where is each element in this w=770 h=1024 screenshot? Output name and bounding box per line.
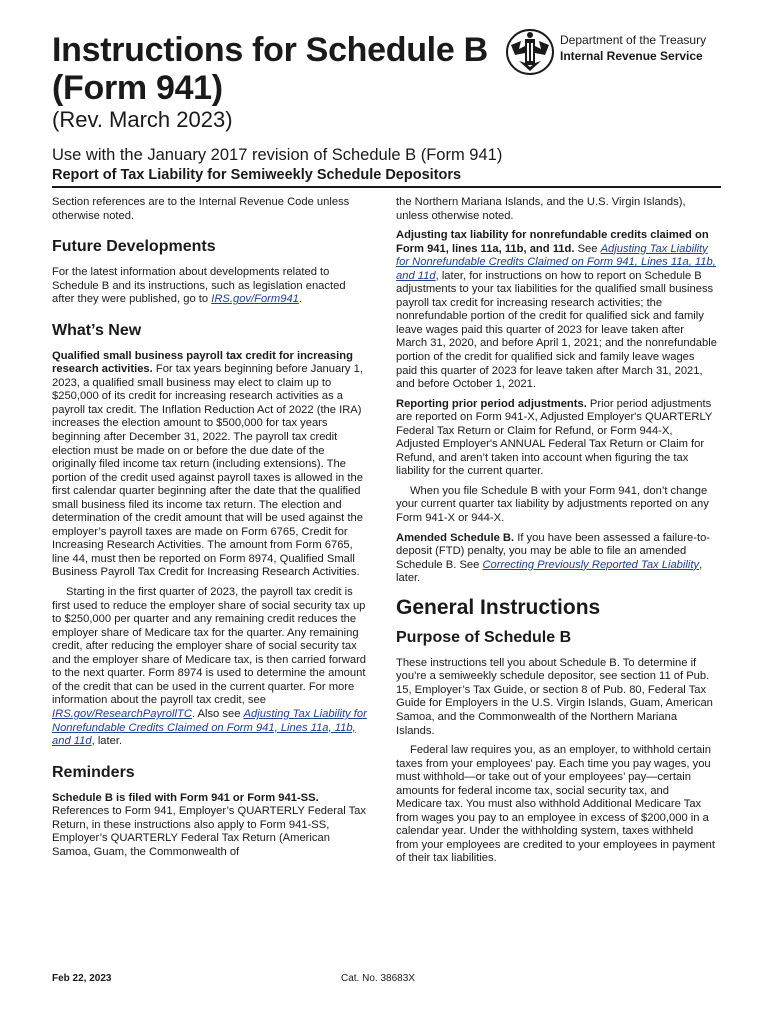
research-payroll-link[interactable]: IRS.gov/ResearchPayrollTC [52,707,192,720]
report-title: Report of Tax Liability for Semiweekly Schedule Depositors [52,167,462,183]
left-column [52,196,370,865]
adjusting-liability-link-2[interactable]: Adjusting Tax Liability for Nonrefundable Credits Claimed on Form 941, Lines 11a, 11b, and 11d [396,242,716,282]
when-you-file-paragraph: When you file Schedule B with your Form 941, don’t change your current quarter tax liability by adjustments reported on any Form 941-X or 944-X. [396,484,709,525]
whats-new-heading: What’s New [52,321,142,339]
department-name: Department of the Treasury [560,33,707,47]
federal-law-paragraph: Federal law requires you, as an employer, to withhold certain taxes from your employees’ pay. Each time you pay wages, you must withhold—or take out of your employees’ pay—certain amounts for federal income tax, social security tax, and Medicare tax. You must also withhold Additional Medicare Tax from wages you pay to an employee in excess of $200,000 in a calendar year. Under the withholding system, taxes withheld from your employees are credited to your employees in payment of their tax liabilities. [396,744,715,865]
title-line-1: Instructions for Schedule B [52,31,488,69]
continued-paragraph: the Northern Mariana Islands, and the U.S. Virgin Islands), unless otherwise noted. [396,196,686,222]
agency-name: Internal Revenue Service [560,49,703,63]
header-rule [52,186,721,188]
future-developments-heading: Future Developments [52,238,216,256]
purpose-paragraph: These instructions tell you about Schedule B. To determine if you’re a semiweekly schedule depositor, see section 11 of Pub. 15, Employer’s Tax Guide, or section 8 of Pub. 80, Federal Tax Guide for Employers in the U.S. Virgin Islands, Guam, American Samoa, and the Commonwealth of the Northern Mariana Islands. [396,656,713,737]
page-title [52,31,502,107]
schedule-b-filed-paragraph: Schedule B is filed with Form 941 or Form 941-SS. References to Form 941, Employer’s QUARTERLY Federal Tax Return, in these instructions also apply to Form 941-SS, Employer’s QUARTERLY Federal Tax Return (American Samoa, Guam, the Commonwealth of [52,791,367,858]
prior-period-paragraph: Reporting prior period adjustments. Prior period adjustments are reported on Form 941-X, Adjusted Employer's QUARTERLY Federal Tax Return or Claim for Refund, or Form 944-X, Adjusted Employer's ANNUAL Federal Tax Return or Claim for Refund, and aren’t taken into account when figuring the tax liability for the current quarter. [396,397,713,478]
purpose-heading: Purpose of Schedule B [396,628,572,646]
prior-period-run-in-heading: Reporting prior period adjustments. [396,397,587,410]
correcting-liability-link[interactable]: Correcting Previously Reported Tax Liability [482,558,700,571]
irs-form941-link[interactable]: IRS.gov/Form941 [211,293,299,306]
qsb-credit-paragraph: Qualified small business payroll tax credit for increasing research activities. For tax years beginning before January 1, 2023, a qualified small business may elect to claim up to $250,000 of its credit for increasing research activities as a payroll tax credit. The Inflation Reduction Act of 2022 (the IRA) increases the election amount to $500,000 for tax years beginning after December 31, 2022. The payroll tax credit election must be made on or before the due date of the originally filed income tax return (including extensions). The portion of the credit used against payroll taxes is allowed in the first calendar quarter beginning after the date that the qualified small business filed its income tax return. The election and determination of the credit amount that will be used against the employer’s payroll taxes are made on Form 6765, Credit for Increasing Research Activities. The amount from Form 6765, line 44, must then be reported on Form 8974, Qualified Small Business Payroll Tax Credit for Increasing Research Activities. [52,349,363,579]
amended-schedule-paragraph: Amended Schedule B. If you have been assessed a failure-to-deposit (FTD) penalty, you may be able to file an amended Schedule B. See Correcting Previously Reported Tax Liability, later. [396,531,711,585]
reminders-heading: Reminders [52,763,135,781]
future-developments-paragraph: For the latest information about developments related to Schedule B and its instructions, such as legislation enacted after they were published, go to IRS.gov/Form941. [52,266,346,306]
revision-date: (Rev. March 2023) [52,107,233,132]
use-with-note: Use with the January 2017 revision of Schedule B (Form 941) [52,146,503,164]
adjusting-liability-paragraph: Adjusting tax liability for nonrefundable credits claimed on Form 941, lines 11a, 11b, and 11d. See Adjusting Tax Liability for Nonrefundable Credits Claimed on Form 941, Lines 11a, 11b, and 11d, later, for instructions on how to report on Schedule B adjustments to your tax liabilities for the qualified small business payroll tax credit for increasing research activities; the nonrefundable portion of the credit for qualified sick and family leave wages paid this quarter of 2023 for leave taken after March 31, 2020, and before April 1, 2021; and the nonrefundable portion of the credit for qualified sick and family leave wages paid this quarter of 2023 for leave taken after March 31, 2021, and before October 1, 2021. [396,229,717,391]
title-line-2: (Form 941) [52,69,223,107]
qsb-run-in-heading: Qualified small business payroll tax credit for increasing research activities. [52,349,353,376]
intro-paragraph: Section references are to the Internal Revenue Code unless otherwise noted. [52,196,350,222]
footer-date: Feb 22, 2023 [52,973,112,984]
footer-cat-number: Cat. No. 38683X [341,973,415,984]
amended-run-in-heading: Amended Schedule B. [396,531,515,544]
general-instructions-heading: General Instructions [396,595,601,619]
irs-eagle-logo-icon [505,27,555,77]
right-column [396,196,718,872]
adjusting-run-in-heading: Adjusting tax liability for nonrefundable credits claimed on Form 941, lines 11a, 11b, and 11d. [396,229,709,255]
starting-quarter-paragraph: Starting in the first quarter of 2023, the payroll tax credit is first used to reduce the employer share of social security tax up to $250,000 per quarter and any remaining credit reduces the employer share of Medicare tax for the quarter. Any remaining credit, after reducing the employer share of social security tax and the employer share of Medicare tax, is then carried forward to the next quarter. Form 8974 is used to determine the amount of the credit that can be used in the current quarter. For more information about the payroll tax credit, see IRS.gov/ResearchPayrollTC. Also see Adjusting Tax Liability for Nonrefundable Credits Claimed on Form 941, Lines 11a, 11b, and 11d, later. [52,586,367,748]
adjusting-liability-link[interactable]: Adjusting Tax Liability for Nonrefundable Credits Claimed on Form 941, Lines 11a, 11b, and 11d [52,707,367,748]
schedule-filed-run-in-heading: Schedule B is filed with Form 941 or Form 941-SS. [52,791,319,804]
